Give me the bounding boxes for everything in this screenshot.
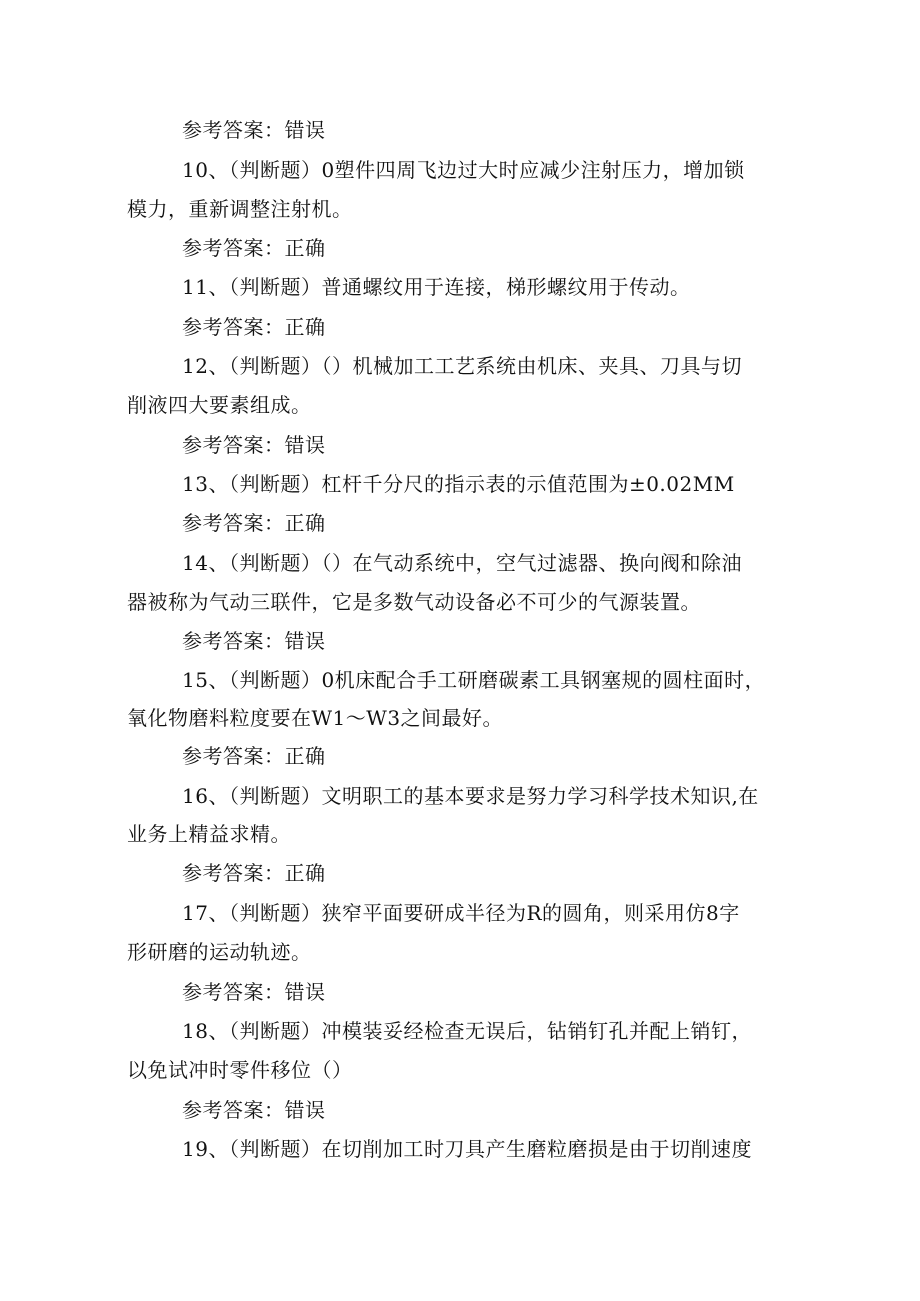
- answer-line: 参考答案：正确: [182, 744, 326, 768]
- question-line: 15、（判断题）0机床配合手工研磨碳素工具钢塞规的圆柱面时，: [182, 668, 766, 692]
- question-line: 18、（判断题）冲模装妥经检查无误后，钻销钉孔并配上销钉，: [182, 1019, 752, 1043]
- question-line: 14、（判断题）（）在气动系统中，空气过滤器、换向阀和除油: [182, 551, 742, 575]
- question-continuation: 业务上精益求精。: [127, 822, 291, 846]
- answer-line: 参考答案：错误: [182, 433, 326, 457]
- question-line: 13、（判断题）杠杆千分尺的指示表的示值范围为±0.02MM: [182, 472, 735, 496]
- question-continuation: 以免试冲时零件移位（）: [127, 1058, 353, 1082]
- answer-line: 参考答案：错误: [182, 1098, 326, 1122]
- answer-line: 参考答案：正确: [182, 315, 326, 339]
- answer-line: 参考答案：错误: [182, 118, 326, 142]
- question-continuation: 形研磨的运动轨迹。: [127, 940, 312, 964]
- question-continuation: 氧化物磨料粒度要在W1～W3之间最好。: [127, 706, 504, 730]
- question-line: 17、（判断题）狭窄平面要研成半径为R的圆角，则采用仿8字: [182, 901, 740, 925]
- answer-line: 参考答案：正确: [182, 236, 326, 260]
- question-line: 19、（判断题）在切削加工时刀具产生磨粒磨损是由于切削速度: [182, 1137, 752, 1161]
- question-line: 10、（判断题）0塑件四周飞边过大时应减少注射压力，增加锁: [182, 158, 745, 182]
- question-line: 16、（判断题）文明职工的基本要求是努力学习科学技术知识,在: [182, 784, 759, 808]
- question-line: 12、（判断题）（）机械加工工艺系统由机床、夹具、刀具与切: [182, 354, 742, 378]
- answer-line: 参考答案：错误: [182, 629, 326, 653]
- answer-line: 参考答案：正确: [182, 861, 326, 885]
- answer-line: 参考答案：正确: [182, 511, 326, 535]
- question-line: 11、（判断题）普通螺纹用于连接，梯形螺纹用于传动。: [182, 275, 691, 299]
- question-continuation: 削液四大要素组成。: [127, 393, 312, 417]
- question-continuation: 模力，重新调整注射机。: [127, 197, 353, 221]
- answer-line: 参考答案：错误: [182, 980, 326, 1004]
- question-continuation: 器被称为气动三联件，它是多数气动设备必不可少的气源装置。: [127, 590, 701, 614]
